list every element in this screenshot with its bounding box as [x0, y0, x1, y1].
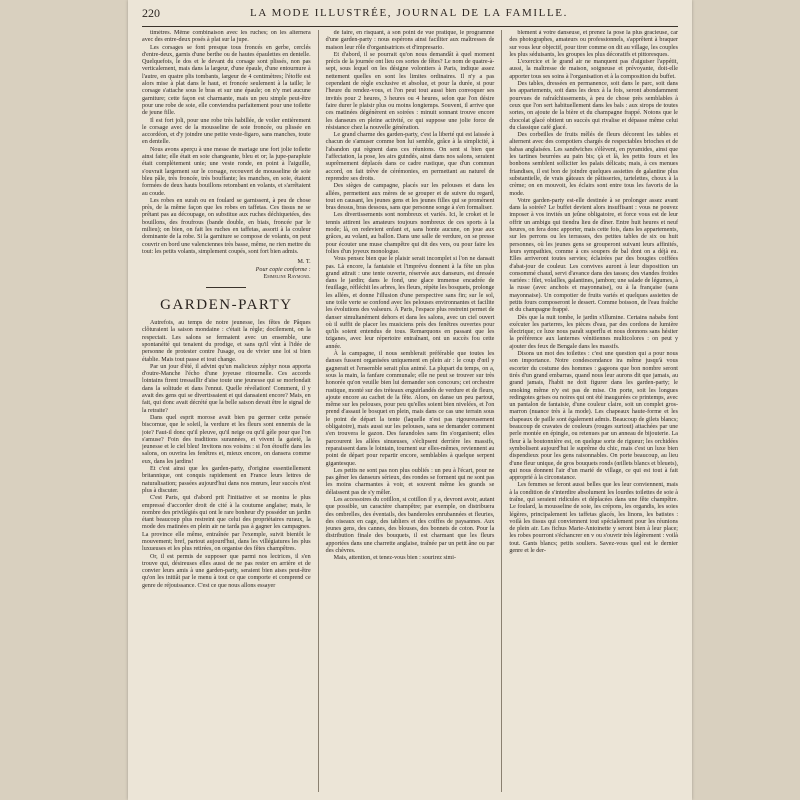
paragraph: Et c'est ainsi que les garden-party, d'origine essentiellement britannique, ont conquis rapidement en France leurs lettres de naturalisation; passées aujourd'hui dans nos mœurs, leur succès n'est plus à discuter. — [142, 466, 311, 494]
paragraph: Les accessoires du cotillon, si cotillon il y a, devront avoir, autant que possible, un caractère champêtre; par exemple, on distribuera des ombrelles, des éventails, des banderoles enrubannées et fleuries, des oiseaux en cage, des tabliers et des coiffes de paysannes. Aux jeunes gens, des cannes, des blouses, des bonnets de coton. Pour la distribution finale des bouquets, il est charmant que les fleurs apportées dans une charrette anglaise, traînée par un petit âne ou par des chèvres. — [325, 497, 495, 555]
paragraph: Les robes en surah ou en foulard se garnissent, à peu de chose près, de la même façon que les robes en taffetas. Ces tissus ne se prêtant pas au découpage, on substitue aux ruches déchiquetées, des bouillons, des froufrous (bande double, en biais, froncée par le milieu); on bien, on fait les ruches en taffetas, assorti à la couleur dominante de la robe. Si la garniture se compose de volants, on peut couvrir en bord une valenciennes très basse, même, ne rien mettre du tout: les petits volants, simplement coupés, sont fort bien admis. — [142, 197, 311, 255]
paragraph: Dans quel esprit morose avait bien pu germer cette pensée biscornue, que le soleil, la verdure et les fleurs sont ennemis de la joie? Faut-il donc qu'il pleuve, qu'il neige ou qu'il gèle pour que l'on s'amuse? Foin des traditions surannées, et vivent la gaieté, la jeunesse et le ciel bleu! Invitons nos voisins : si l'on étouffe dans les salons, on ouvrira les fenêtres et, mieux encore, on dansera comme eux, dans les jardins! — [142, 414, 311, 465]
column-1 — [142, 30, 318, 792]
page-number: 220 — [142, 5, 160, 20]
paragraph: Vous pensez bien que le plaisir serait incomplet si l'on ne dansait pas. Là encore, la fantaisie et l'imprévu donnent à la fête un plus grand attrait : une tente ouverte, réservée aux danseurs, est dressée dans le jardin; dans le fond, une glace immense encadrée de feuillage, réfléchit les arbres, les fleurs, répète les bosquets, prolonge les allées, et donne l'illusion d'une perspective sans fin; sur le sol, une toile verte se confond avec les pelouses environnantes et facilite les évolutions des valseurs. À Paris, l'espace plus restreint permet de danser simultanément dehors et dans les salons, avec un ciel ouvert où il suffit de placer les musiciens près des fenêtres ouvertes pour qu'ils soient entendus de tous. Remarquons en passant que les tziganes, avec leur répertoire entraînant, ont un succès fou cette année. — [325, 256, 495, 350]
paragraph: L'exercice et le grand air ne manquent pas d'aiguiser l'appétit, aussi, la maîtresse de maison, soigneuse et prévoyante, doit-elle apporter tous ses soins à l'organisation et à la composition du buffet. — [509, 59, 679, 80]
paragraph: Il est fort joli, pour une robe très habillée, de voiler entièrement le corsage avec de la mousseline de soie froncée, ou plissée en accordéon, et d'y joindre une petite veste-figaro, sans manches, toute en dentelle. — [142, 117, 311, 146]
signature-initials: M. T. — [297, 259, 311, 266]
column-2 — [318, 30, 502, 792]
paragraph: Les femmes se feront aussi belles que les leur conviennent, mais à la condition de s'interdire absolument les lourdes toilettes de soie à traîne, qui seraient ridicules et déplacées dans une fête champêtre. Le foulard, la mousseline de soie, les crépons, les organdis, les soies légères, principalement les taffetas glacés, les linons, les batistes : voilà les tissus qui conviennent tout spécialement pour les réunions de plein air. Les fichus Marie-Antoinette y seront bien à leur place; les robes pourront s'échancrer en v ou s'ouvrir très légèrement : voilà tout. Gants blancs; petits souliers. Savez-vous quel est le dernier genre et le der- — [509, 482, 679, 555]
paragraph: Et d'abord, il se pourrait qu'on nous demandât à quel moment précis de la journée ont lieu ces sortes de fêtes? Le nom de quatre-à-sept, sous lequel on les désigne volontiers à Paris, indique assez nettement quelles en sont les limites ordinaires. Il n'y a pas cependant de règle exclusive et absolue, et pour la durée, si pour l'heure du rendez-vous, et l'on peut tout aussi bien convoquer ses invités pour 2 heures, 3 heures ou 4 heures, selon que l'on désire faire durer le plaisir plus ou moins longtemps. Souvent, il arrive que ces matinées dégénèrent en soirées : minuit sonnant trouve encore les danseurs en pleine activité, ce qui suppose une jolie force de résistance chez la nouvelle génération. — [325, 51, 495, 131]
paragraph: Des corbeilles de fruits mêlés de fleurs décorent les tables et alternent avec des compotiers chargés de respectables brioches et de babas anglaisées. Les sandwiches s'élèvent, en pyramides, ainsi que les tartines beurrées au pain bis; çà et là, les petits fours et les bonbons semblent solliciter les palais délicats; mais, à ces menues friandises, il est bon de joindre quelques assiettes de galantine plus substantielle, de vrais gâteaux de pâtisseries, tartelettes, choux à la crème; on en mouvoit, les éclairs sont entre tous les favoris de la mode. — [509, 132, 679, 197]
paragraph: À la campagne, il nous semblerait préférable que toutes les danses fussent organisées uniquement en plein air : le coup d'œil y gagnerait et l'ensemble serait plus animé. La plupart du temps, on a, sous la main, la fanfare communale; elle ne peut se trouver sur très honorée qu'on veuille bien lui demander son concours; cet orchestre rustique, monté sur des tréteaux enguirlandés de verdure et de fleurs, ajoute encore au cachet de la fête. Alors, on danse un peu partout, même sur les pelouses, pour peu qu'elles soient bien nivelées, et l'on prend d'assaut le bosquet en plein, mais dans ce cas une terrain sous le point de départ la tente (laquelle n'est pas rigoureusement obligatoire), mais aussi sur les pelouses, sans se demander comment s'en trouvera le gazon. Des farandoles sans fin s'organisent; elles parcourent les allées sinueuses, s'éclipsent derrière les massifs, reparaissent dans le lointain, tournent sur elles-mêmes, reviennent au point de départ pour repartir encore, semblables à quelque serpent gigantesque. — [325, 351, 495, 467]
signature-name: Emmeline Raymond. — [263, 273, 311, 280]
signature-block — [142, 259, 311, 281]
paragraph: Mais, attention, et tenez-vous bien : sourirez simi- — [333, 555, 457, 562]
paragraph: Des tables, dressées en permanence, soit dans le parc, soit dans les appartements, soit dans les deux à la fois, seront abondamment pourvues de rafraîchissements, à peu de chose près semblables à ceux que l'on sert habituellement dans les bals : aux sirops de toutes sortes, on ajoute de la bière et du champagne frappé. Notons que le chocolat glacé obtient un succès qui rivalise et dépasse même celui du classique café glacé. — [509, 81, 679, 131]
column-3 — [501, 30, 678, 792]
paragraph: Dès que la nuit tombe, le jardin s'illumine. Certains nababs font exécuter les parterres, les pièces d'eau, par des cordons de lumière électrique; ce luxe nous paraît superflu et nous donnons sans hésiter la préférence aux lanternes vénitiennes multicolores : on peut y ajouter des feux de Bengale dans les massifs. — [509, 314, 679, 350]
paragraph: Or, il est permis de supposer que parmi nos lectrices, il s'en trouve qui, désireuses elles aussi de ne pas rester en arrière et de convier leurs amis à une garden-party, seraient bien aises peut-être qu'on les initiât par le menu à tout ce que comporte et comprend ce genre de réjouissance. C'est ce que nous allons essayer — [142, 553, 311, 589]
paragraph: Par un jour d'été, il advint qu'un malicieux zéphyr nous apporta d'outre-Manche l'écho d'une joyeuse ritournelle. Ces accords lointains firent tressaillir d'aise toute une jeunesse qui se morfondait dans la solitude et dans l'ennui. Quelle révélation! Comment, il y avait des gens qui se divertissaient et qui dansaient encore? Mais, en fait, qui donc avait décrété que la belle saison devait être le signal de la retraite? — [142, 363, 311, 414]
paragraph: C'est Paris, qui d'abord prit l'initiative et se montra le plus empressé d'accorder droit de cité à la coutume anglaise; mais, le nombre des privilégiés qui ont le rare bonheur d'y posséder un jardin étant beaucoup plus restreint que celui des propriétaires ruraux, la mode des matinées en plein air ne tarda pas à gagner les campagnes. La province elle même, entraînée par l'exemple, suivit bientôt le mouvement; bref, partout aujourd'hui, dans les villégiatures les plus luxueuses et les plus retirées, on organise des fêtes champêtres. — [142, 495, 311, 553]
paragraph: Le grand charme des garden-party, c'est la liberté qui est laissée à chacun de s'amuser comme bon lui semble, grâce à la simplicité, à l'abandon qui règnent dans ces réunions. On sent si bien que l'affectation, la pose, les airs guindés, ainsi dans nos salons, seraient suprêmement déplacés dans ce cadre rustique, que d'un commun accord, on fait trêve de cérémonies, en permettant au naturel de reprendre ses droits. — [325, 132, 495, 182]
section-divider — [206, 287, 246, 288]
paragraph: timètres. Même combinaison avec les ruches; on les alternera avec des entre-deux posés à plat sur la jupe. — [142, 30, 311, 44]
paragraph: Les corsages se font presque tous froncés en gerbe, cerclés d'entre-deux, garnis d'une berthe ou de hautes épaulettes en dentelle. Quelquefois, le dos et le devant du corsage sont plissés, non pas verticalement, mais dans la largeur, d'une épaule, d'une entournure à l'autre, en quatre plis tombants, largeur de 4 centimètres; l'étoffe est alors mise à plat dans le haut, et froncée seulement à la taille; le corsage s'attache sous le bras et sur une épaule; on n'y met aucune garniture; cette façon est charmante, mais un peu simple peut-être pour une robe de soie, elle conviendra parfaitement pour une toilette de jeune fille. — [142, 44, 311, 117]
section-title: GARDEN-PARTY — [160, 297, 293, 314]
paragraph: Les divertissements sont nombreux et variés. Ici, le croket et le tennis attirent les amateurs toujours nombreux de ces sports à la mode; là, on redevient enfant et, sans honte aucune, on joue aux grâces, au volant, au ballon. Dans une salle de verdure, on se presse pour écouter une muse champêtre qui dit des vers, ou pour faire les folies d'un joyeux monologue. — [325, 212, 495, 255]
signature-caption: Pour copie conforme : — [255, 266, 311, 273]
paragraph: Les petits ne sont pas non plus oubliés : un peu à l'écart, pour ne pas gêner les danseurs sérieux, des rondes se forment qui ne sont pas les moins charmantes à voir, et souvent même les grands se délaissent pas de s'y mêler. — [325, 467, 495, 496]
paragraph: de faire, en risquant, à son point de vue pratique, le programme d'une garden-party : nous espérons ainsi faciliter aux maîtresses de maison leur rôle d'organisatrices et d'impresario. — [325, 30, 495, 51]
paragraph: Autrefois, au temps de notre jeunesse, les fêtes de Pâques clôturaient la saison mondaine : c'était la règle; docilement, on la respectait. Les salons se fermaient avec un ensemble, une spontanéité qui tenaient du prodige, et sans qu'il vînt à l'idée de personne de protester contre l'usage, ou de vivier une loi si bien établie. Mais tout passe et tout change. — [142, 320, 311, 363]
paragraph: blement à votre danseuse, et prenez la pose la plus gracieuse, car des photographes, amateurs ou professionnels, s'apprêtent à braquer sur vous leur objectif, pour tirer comme on dit au village, les couples les plus séduisants, les groupes les plus décoratifs et pittoresques. — [509, 30, 679, 58]
journal-page — [128, 0, 692, 800]
paragraph: Nous avons aperçu à une messe de mariage une fort jolie toilette ainsi faite; elle était en soie changeante, bleu et or; la jupe-parapluie était complètement unie; une veste ronde, en point à l'aiguille, s'ouvrait largement sur le corsage, recouvert de mousseline de soie bleu pâle, très froncée, très bouffante; les manches, en soie, étaient formées de deux hauts bouillons retombant en volants, et s'arrêtaient au coude. — [142, 146, 311, 197]
paragraph: Votre garden-party est-elle destinée à se prolonger assez avant dans la soirée? Le buffet devient alors insuffisant : vous ne pouvez imposer à vos invités un jeûne obligatoire, et force vous est de leur offrir un ambigu qui tiendra lieu de dîner. Entre huit heures et neuf heures, on fera donc apporter, mais cette fois, dans les appartements, sur les perrons ou les terrasses, des petites tables de six ou huit personnes, où les jeunes gens se grouperont suivant leurs affinités, leurs sympathies, comme à ces soupers de bal dont on a déjà eu. Elles arriveront toutes servies; éclairées par des bougies coiffées d'abat-jour de couleur. Les convives auront à leur disposition un consommé chaud, servi d'avance dans des tasses; des viandes froides variées : filet, volailles, galantines, jambon; une salade de légumes, à la russe (avec anchois et mayonnaise), ou à la française (sans mayonnaise). Un compotier de fruits variés et quelques assiettes de petits fours composeront le dessert. Comme boisson, de l'eau fraîche et du champagne frappé. — [509, 197, 679, 314]
paragraph: Disons un mot des toilettes : c'est une question qui a pour nous son importance. Notre condescendance ira même jusqu'à vous escorter du costume des hommes : gageons que bon nombre seront tirés d'un grand embarras, quand nous leur aurons dit que jamais, au grand jamais, l'habit ne doit figurer dans les garden-party; le smoking même n'y est pas de mise. On porte, soit les longues redingotes grises ou noires qui ont été inaugurées ce printemps, avec un pantalon de fantaisie, d'une couleur claire, soit un complet gros-marron (nuance très à la mode). Les chapeaux haute-forme et les chapeaux de paille sont également admis. Beaucoup de gilets blancs; beaucoup de cravates de couleurs (rouges surtout) attachées par une perle montée en épingle, ou retenues par un anneau de bijouterie. La fleur à la boutonnière est, on quelque sorte de rigueur; les orchidées symbolisent aujourd'hui le suprême du chic, mais c'est un luxe bien dispendieux pour les gens raisonnables. On porte beaucoup, au lieu d'une fleur unique, de gros bouquets ronds (œillets blancs et bleuets), qui nous donnent l'air d'un marié de village, ce qui est tout à fait approprié à la circonstance. — [509, 351, 679, 482]
header-rule — [142, 26, 678, 27]
journal-title: LA MODE ILLUSTRÉE, JOURNAL DE LA FAMILLE. — [250, 7, 568, 19]
paragraph: Des sièges de campagne, placés sur les pelouses et dans les allées, permettent aux mères de se grouper et de suivre du regard, tout en causant, les jeunes gens et les jeunes filles qui se promènent bras dessus, bras dessous, sans que personne songe à s'en formaliser. — [325, 183, 495, 212]
page-header — [142, 2, 678, 24]
text-columns — [142, 30, 678, 792]
